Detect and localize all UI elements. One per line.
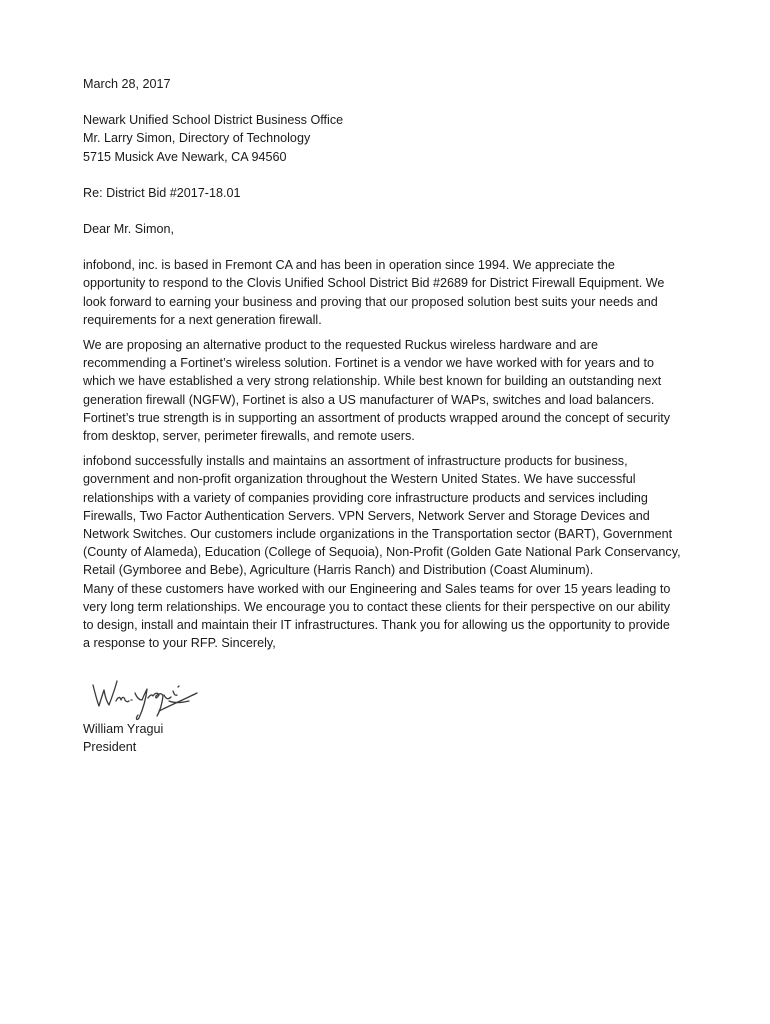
paragraph-line: to design, install and maintain their IT infrastructures. Thank you for allowing us the opportunity to provide	[83, 618, 670, 633]
body-paragraph-4	[83, 580, 693, 653]
paragraph-line: infobond successfully installs and maintains an assortment of infrastructure products for business,	[83, 454, 628, 469]
paragraph-line: Retail (Gymboree and Bebe), Agriculture (Harris Ranch) and Distribution (Coast Aluminum).	[83, 563, 594, 578]
paragraph-line: a response to your RFP. Sincerely,	[83, 636, 276, 651]
paragraph-line: relationships with a variety of companies providing core infrastructure products and services including	[83, 490, 648, 505]
paragraph-line: Network Switches. Our customers include organizations in the Transportation sector (BART), Government	[83, 527, 673, 542]
recipient-address-block	[83, 111, 693, 166]
paragraph-line: (County of Alameda), Education (College of Sequoia), Non-Profit (Golden Gate National Park Conservancy,	[83, 545, 681, 560]
paragraph-line: requirements for a next generation firewall.	[83, 312, 322, 327]
paragraph-line: Firewalls, Two Factor Authentication Servers. VPN Servers, Network Server and Storage Devices and	[83, 508, 650, 523]
paragraph-line: look forward to earning your business and proving that our proposed solution best suits your needs and	[83, 294, 658, 309]
paragraph-line: We are proposing an alternative product to the requested Ruckus wireless hardware and are	[83, 338, 599, 353]
recipient-street-address: 5715 Musick Ave Newark, CA 94560	[83, 149, 287, 164]
paragraph-line: recommending a Fortinet’s wireless solution. Fortinet is a vendor we have worked with for years and to	[83, 356, 654, 371]
letter	[83, 75, 693, 765]
paragraph-line: opportunity to respond to the Clovis Unified School District Bid #2689 for District Firewall Equipment. We	[83, 276, 665, 291]
paragraph-line: generation firewall (NGFW), Fortinet is also a US manufacturer of WAPs, switches and load balancers.	[83, 392, 655, 407]
paragraph-line: infobond, inc. is based in Fremont CA and has been in operation since 1994. We appreciate the	[83, 258, 615, 273]
salutation: Dear Mr. Simon,	[83, 222, 174, 237]
handwritten-signature-icon	[89, 671, 201, 723]
recipient-name-title: Mr. Larry Simon, Directory of Technology	[83, 131, 311, 146]
paragraph-line: from desktop, server, perimeter firewalls, and remote users.	[83, 429, 415, 444]
body-paragraph-2	[83, 336, 693, 445]
paragraph-line: very long term relationships. We encourage you to contact these clients for their perspective on our ability	[83, 599, 671, 614]
reference-line: Re: District Bid #2017-18.01	[83, 185, 241, 200]
signatory-title: President	[83, 740, 137, 755]
paragraph-line: government and non-profit organization throughout the Western United States. We have successful	[83, 472, 636, 487]
letter-date: March 28, 2017	[83, 77, 171, 91]
recipient-organization: Newark Unified School District Business Office	[83, 113, 344, 128]
paragraph-line: which we have established a very strong relationship. While best known for building an outstanding next	[83, 374, 662, 389]
body-paragraph-1	[83, 256, 693, 329]
signatory-name: William Yragui	[83, 722, 164, 737]
paragraph-line: Fortinet’s true strength is in supporting an assortment of products wrapped around the concept of security	[83, 410, 671, 425]
paragraph-line: Many of these customers have worked with our Engineering and Sales teams for over 15 years leading to	[83, 581, 671, 596]
signature-block	[83, 671, 693, 765]
body-paragraph-3	[83, 452, 693, 579]
